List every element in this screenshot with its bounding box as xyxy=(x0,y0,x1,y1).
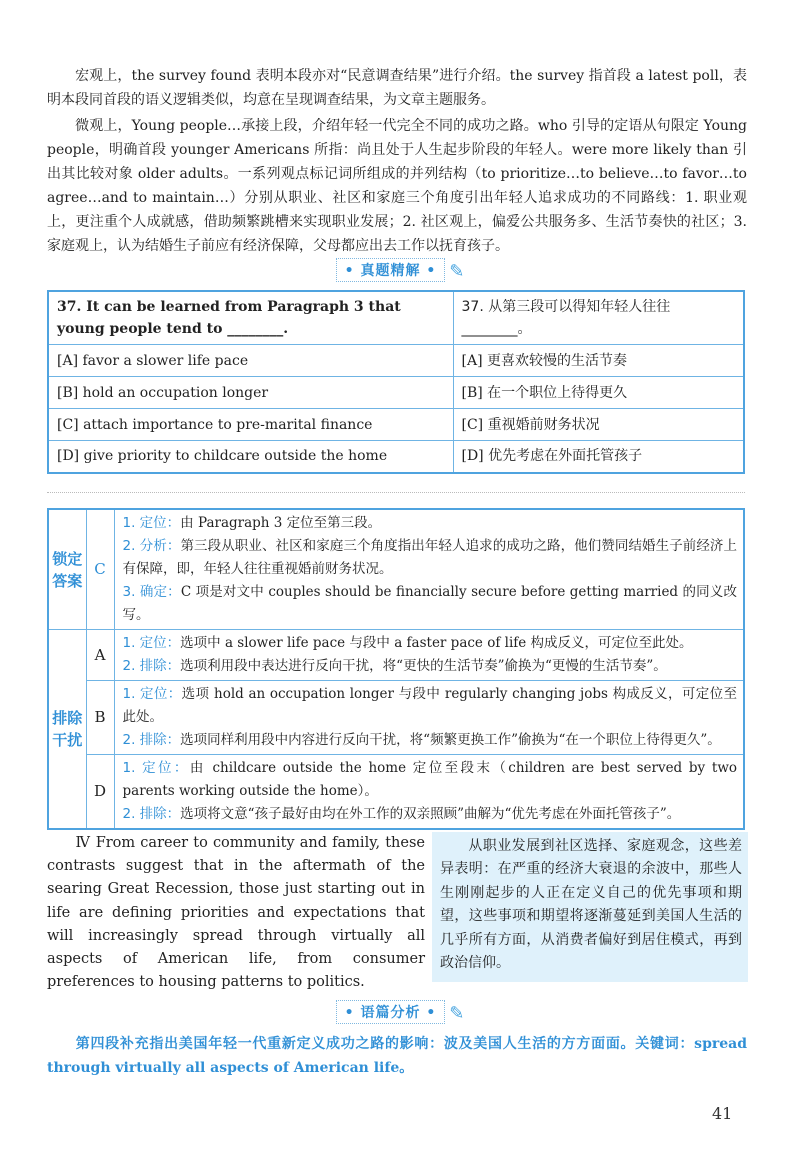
option-row-b xyxy=(48,377,744,409)
step-text: 选项中 a slower life pace 与段中 a faster pace of life 构成反义，可定位至此处。 xyxy=(180,635,693,651)
question-table xyxy=(47,290,745,474)
intro-text-1: 宏观上，the survey found 表明本段亦对“民意调查结果”进行介绍。the survey 指首段 a latest poll，表明本段同首段的语义逻辑类似，均意在呈现调查结果，为文章主题服务。 xyxy=(47,68,747,108)
page-number: 41 xyxy=(712,1104,733,1123)
distractor-letter: A xyxy=(86,630,114,681)
question-stem-en: 37. It can be learned from Paragraph 3 that young people tend to ________. xyxy=(48,291,453,345)
step-label: 1. 定位： xyxy=(122,635,181,651)
exclude-tag: 排除干扰 xyxy=(48,630,86,830)
answer-letter: C xyxy=(86,509,114,630)
step-label: 1. 定位： xyxy=(122,760,190,776)
option-en: [C] attach importance to pre-marital finance xyxy=(48,409,453,441)
analysis-table xyxy=(47,508,745,830)
intro-paragraph-1 xyxy=(47,64,747,112)
dotted-divider xyxy=(47,492,745,493)
question-stem-cn: 37. 从第三段可以得知年轻人往往________。 xyxy=(453,291,744,345)
option-row-a xyxy=(48,345,744,377)
step-text: 选项同样利用段中内容进行反向干扰，将“频繁更换工作”偷换为“在一个职位上待得更久”。 xyxy=(180,732,721,748)
distractor-row-d xyxy=(48,755,744,830)
step-label: 1. 定位： xyxy=(122,686,182,702)
section-header-exam xyxy=(0,258,800,282)
paragraph-4-cn-text: 从职业发展到社区选择、家庭观念，这些差异表明：在严重的经济大衰退的余波中，那些人生刚刚起步的人正在定义自己的优先事项和期望，这些事项和期望将逐渐蔓延到美国人生活的几乎所有方面，从消费者偏好到居住模式，再到政治信仰。 xyxy=(440,838,742,972)
step-text: 选项利用段中表达进行反向干扰，将“更快的生活节奏”偷换为“更慢的生活节奏”。 xyxy=(180,658,667,674)
answer-tag: 锁定答案 xyxy=(48,509,86,630)
option-cn: [A] 更喜欢较慢的生活节奏 xyxy=(453,345,744,377)
option-cn: [D] 优先考虑在外面托管孩子 xyxy=(453,441,744,473)
distractor-explanation xyxy=(114,755,744,830)
distractor-explanation xyxy=(114,681,744,755)
step-label: 3. 确定： xyxy=(122,584,181,600)
distractor-letter: B xyxy=(86,681,114,755)
section-title: • 语篇分析 • xyxy=(336,1000,446,1024)
distractor-explanation xyxy=(114,630,744,681)
step-text: 由 Paragraph 3 定位至第三段。 xyxy=(180,515,382,531)
option-row-c xyxy=(48,409,744,441)
step-label: 2. 排除： xyxy=(122,806,181,822)
step-text: 第三段从职业、社区和家庭三个角度指出年轻人追求的成功之路，他们赞同结婚生子前经济上有保障，即，年轻人往往重视婚前财务状况。 xyxy=(122,538,738,577)
distractor-row-b xyxy=(48,681,744,755)
option-en: [A] favor a slower life pace xyxy=(48,345,453,377)
option-row-d xyxy=(48,441,744,473)
pen-icon: ✎ xyxy=(449,260,465,282)
step-label: 2. 排除： xyxy=(122,732,181,748)
summary-text: 第四段补充指出美国年轻一代重新定义成功之路的影响：波及美国人生活的方方面面。关键词：spread through virtually all aspects of American life。 xyxy=(47,1036,747,1076)
step-label: 2. 排除： xyxy=(122,658,181,674)
section-header-discourse xyxy=(0,1000,800,1024)
option-cn: [C] 重视婚前财务状况 xyxy=(453,409,744,441)
answer-explanation xyxy=(114,509,744,630)
distractor-letter: D xyxy=(86,755,114,830)
paragraph-4-translation-box xyxy=(432,832,748,982)
distractor-row-a xyxy=(48,630,744,681)
discourse-summary xyxy=(47,1032,747,1080)
option-en: [D] give priority to childcare outside the home xyxy=(48,441,453,473)
paragraph-4-english xyxy=(47,832,425,994)
step-text: 选项将文意“孩子最好由均在外工作的双亲照顾”曲解为“优先考虑在外面托管孩子”。 xyxy=(180,806,681,822)
pen-icon: ✎ xyxy=(449,1002,465,1024)
step-text: 由 childcare outside the home 定位至段末（children are best served by two parents working outside the home）。 xyxy=(122,760,737,799)
step-text: 选项 hold an occupation longer 与段中 regularly changing jobs 构成反义，可定位至此处。 xyxy=(122,686,737,725)
option-en: [B] hold an occupation longer xyxy=(48,377,453,409)
section-title: • 真题精解 • xyxy=(336,258,446,282)
step-label: 1. 定位： xyxy=(122,515,181,531)
answer-row xyxy=(48,509,744,630)
intro-text-2: 微观上，Young people…承接上段，介绍年轻一代完全不同的成功之路。who 引导的定语从句限定 Young people，明确首段 younger Americans 所指：尚且处于人生起步阶段的年轻人。were more likely than 引出其比较对象 older adults。一系列观点标记词所组成的并列结构（to prioritize…to believe…to favor…to agree…and to maintain…）分别从职业、社区和家庭三个角度引出年轻人追求成功的不同路线：1. 职业观上，更注重个人成就感，借助频繁跳槽来实现职业发展；2. 社区观上，偏爱公共服务多、生活节奏快的社区；3. 家庭观上，认为结婚生子前应有经济保障，父母都应出去工作以抚育孩子。 xyxy=(47,118,747,254)
step-label: 2. 分析： xyxy=(122,538,181,554)
step-text: C 项是对文中 couples should be financially secure before getting married 的同义改写。 xyxy=(122,584,737,623)
paragraph-4-en-text: Ⅳ From career to community and family, these contrasts suggest that in the aftermath of the searing Great Recession, those just starting out in life are defining priorities and expectations that will increasingly spread through virtually all aspects of American life, from consumer preferences to housing patterns to politics. xyxy=(47,835,425,991)
intro-paragraph-2 xyxy=(47,114,747,258)
option-cn: [B] 在一个职位上待得更久 xyxy=(453,377,744,409)
